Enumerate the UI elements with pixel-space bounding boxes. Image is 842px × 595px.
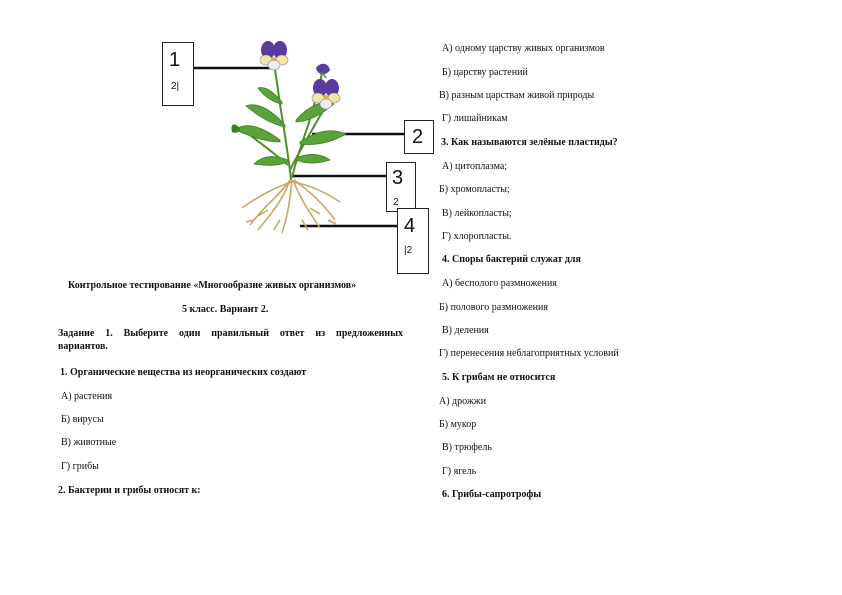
question-4-option-b: Б) полового размножения <box>439 302 548 313</box>
flower-top <box>260 41 288 70</box>
question-5-option-b: Б) мукор <box>439 419 477 430</box>
question-1-option-a: А) растения <box>61 391 113 402</box>
question-1-option-c: В) животные <box>61 437 117 448</box>
question-4-option-a: А) бесполого размножения <box>442 278 557 289</box>
question-3-option-d: Г) хлоропласты. <box>442 231 512 242</box>
task-instruction-line1: Задание 1. Выберите один правильный ответ из предложенных <box>58 328 403 339</box>
question-3-option-a: А) цитоплазма; <box>442 161 508 172</box>
test-subtitle: 5 класс. Вариант 2. <box>182 304 269 315</box>
question-4: 4. Споры бактерий служат для <box>442 254 581 265</box>
question-5-option-d: Г) ягель <box>442 466 477 477</box>
question-2: 2. Бактерии и грибы относят к: <box>58 485 201 496</box>
test-title: Контрольное тестирование «Многообразие живых организмов» <box>68 280 357 291</box>
label-box-3-sub: 2 <box>393 197 399 208</box>
question-2-option-a: А) одному царству живых организмов <box>442 43 605 54</box>
question-2-option-c: В) разным царствам живой природы <box>439 90 595 101</box>
flower-bud <box>316 64 330 78</box>
label-box-1 <box>162 42 194 106</box>
question-6: 6. Грибы-сапротрофы <box>442 489 542 500</box>
label-box-4 <box>397 208 429 274</box>
question-3-option-b: Б) хромопласты; <box>439 184 510 195</box>
question-3-option-c: В) лейкопласты; <box>442 208 512 219</box>
label-box-4-number: 4 <box>404 215 416 237</box>
question-2-option-b: Б) царству растений <box>442 67 528 78</box>
question-5-option-a: А) дрожжи <box>439 396 487 407</box>
label-box-1-sub: 2| <box>171 81 180 92</box>
label-box-2 <box>404 120 434 154</box>
question-3: 3. Как называются зелёные пластиды? <box>441 137 618 148</box>
label-box-3-number: 3 <box>392 167 404 189</box>
task-instruction-line2: вариантов. <box>58 341 108 352</box>
label-box-2-number: 2 <box>412 126 424 148</box>
question-1: 1. Органические вещества из неорганических создают <box>60 367 307 378</box>
label-box-3 <box>386 162 416 212</box>
question-5: 5. К грибам не относится <box>442 372 556 383</box>
label-box-1-number: 1 <box>169 49 181 71</box>
question-5-option-c: В) трюфель <box>442 442 492 453</box>
question-1-option-b: Б) вирусы <box>61 414 104 425</box>
question-4-option-d: Г) перенесения неблагоприятных условий <box>439 348 619 359</box>
question-2-option-d: Г) лишайникам <box>442 113 508 124</box>
label-box-4-sub: |2 <box>404 245 413 256</box>
question-1-option-d: Г) грибы <box>61 461 99 472</box>
question-4-option-c: В) деления <box>442 325 489 336</box>
